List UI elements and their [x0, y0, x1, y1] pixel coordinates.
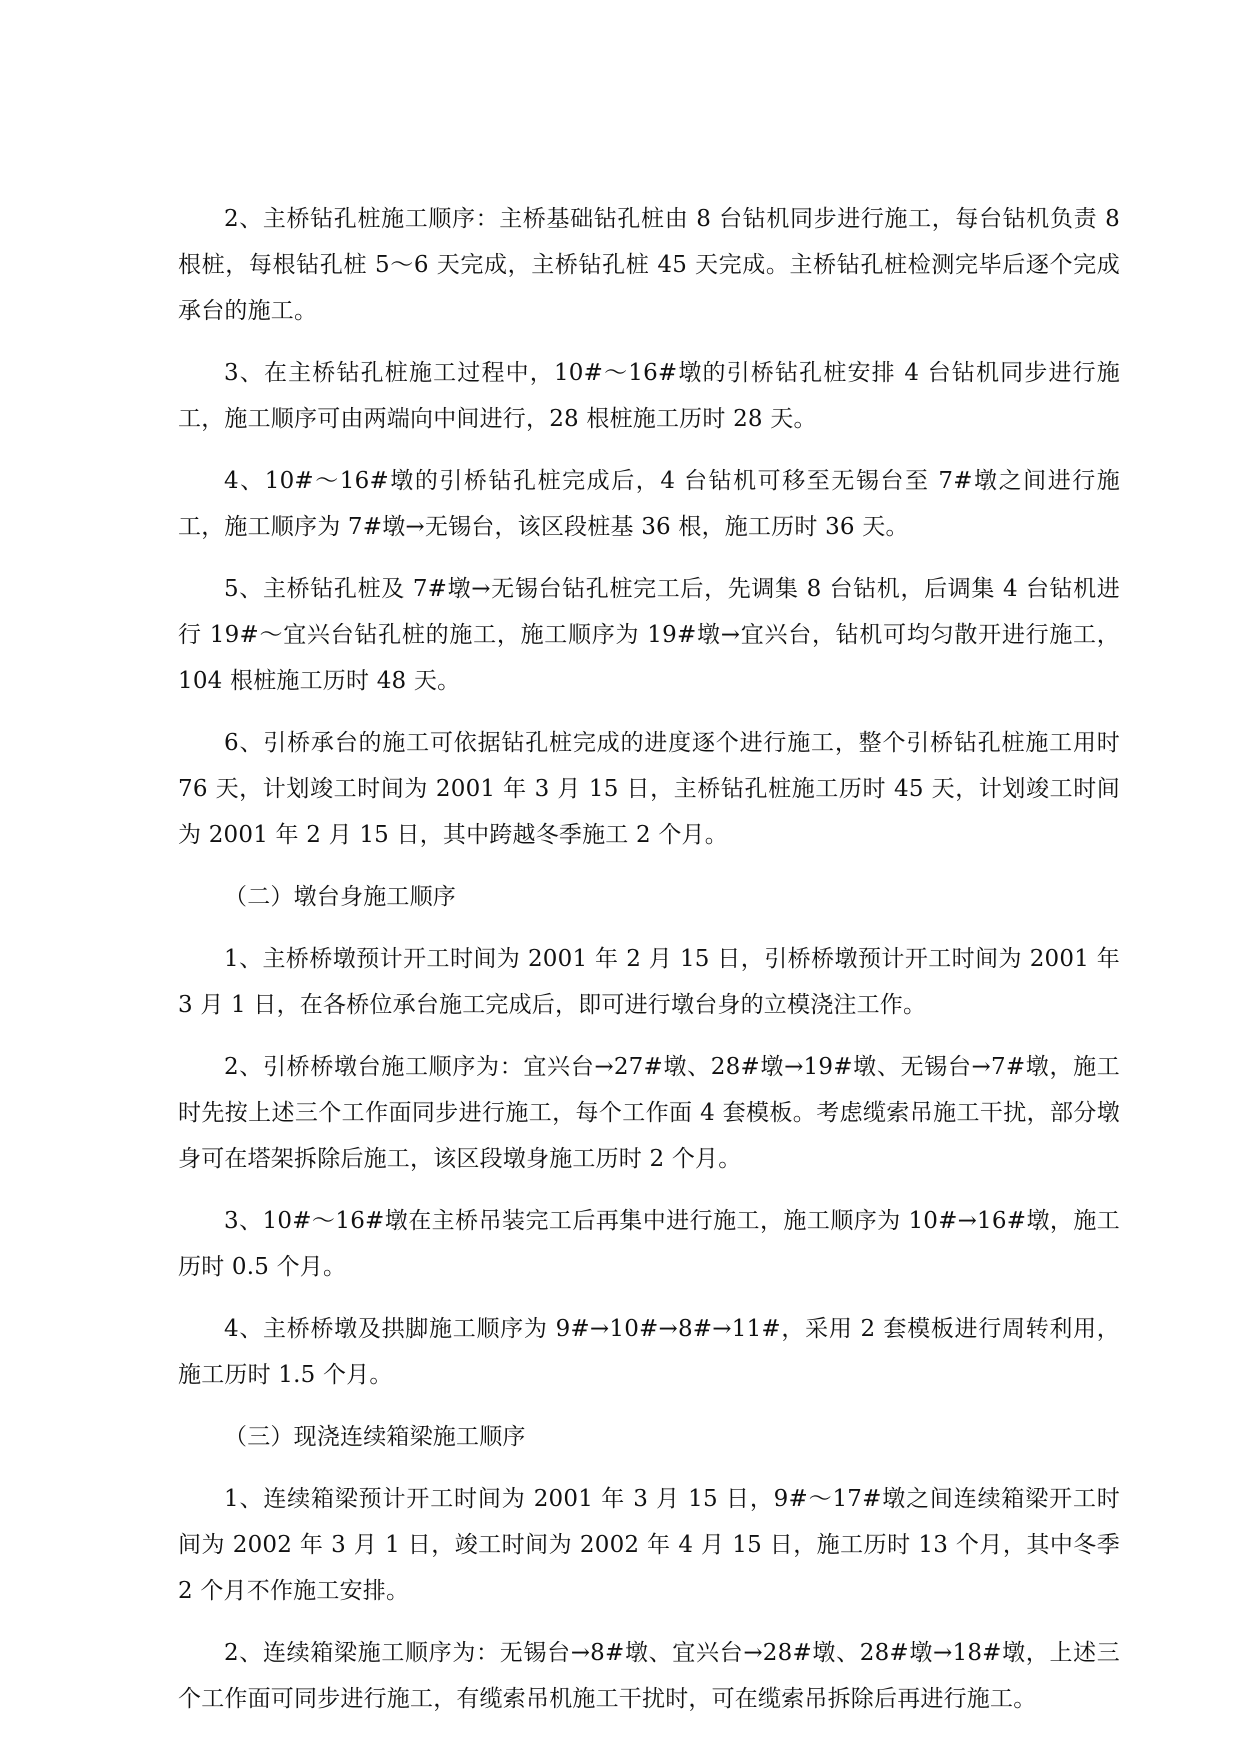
paragraph-pile-sequence-2: 2、主桥钻孔桩施工顺序：主桥基础钻孔桩由 8 台钻机同步进行施工，每台钻机负责 8 根桩，每根钻孔桩 5～6 天完成，主桥钻孔桩 45 天完成。主桥钻孔桩检测完毕后逐个完成承台的施工。	[178, 206, 1120, 324]
paragraph-pier-sequence-2: 2、引桥桥墩台施工顺序为：宜兴台→27#墩、28#墩→19#墩、无锡台→7#墩，施工时先按上述三个工作面同步进行施工，每个工作面 4 套模板。考虑缆索吊施工干扰，部分墩身可在塔架拆除后施工，该区段墩身施工历时 2 个月。	[178, 1054, 1120, 1172]
paragraph-pile-sequence-3: 3、在主桥钻孔桩施工过程中，10#～16#墩的引桥钻孔桩安排 4 台钻机同步进行施工，施工顺序可由两端向中间进行，28 根桩施工历时 28 天。	[178, 360, 1120, 432]
paragraph-pier-sequence-3: 3、10#～16#墩在主桥吊装完工后再集中进行施工，施工顺序为 10#→16#墩，施工历时 0.5 个月。	[178, 1208, 1120, 1280]
paragraph-pier-sequence-1: 1、主桥桥墩预计开工时间为 2001 年 2 月 15 日，引桥桥墩预计开工时间为 2001 年 3 月 1 日，在各桥位承台施工完成后，即可进行墩台身的立模浇注工作。	[178, 946, 1120, 1018]
paragraph-pile-sequence-5: 5、主桥钻孔桩及 7#墩→无锡台钻孔桩完工后，先调集 8 台钻机，后调集 4 台钻机进行 19#～宜兴台钻孔桩的施工，施工顺序为 19#墩→宜兴台，钻机可均匀散开进行施工，104 根桩施工历时 48 天。	[178, 576, 1120, 694]
paragraph-pile-sequence-6: 6、引桥承台的施工可依据钻孔桩完成的进度逐个进行施工，整个引桥钻孔桩施工用时 76 天，计划竣工时间为 2001 年 3 月 15 日，主桥钻孔桩施工历时 45 天，计划竣工时间为 2001 年 2 月 15 日，其中跨越冬季施工 2 个月。	[178, 730, 1120, 848]
section-heading-box-girder-sequence: （三）现浇连续箱梁施工顺序	[224, 1424, 526, 1450]
document-body	[178, 196, 1120, 1738]
section-heading-pier-sequence: （二）墩台身施工顺序	[224, 884, 456, 910]
paragraph-pier-sequence-4: 4、主桥桥墩及拱脚施工顺序为 9#→10#→8#→11#，采用 2 套模板进行周转利用，施工历时 1.5 个月。	[178, 1316, 1120, 1388]
paragraph-box-girder-sequence-1: 1、连续箱梁预计开工时间为 2001 年 3 月 15 日，9#～17#墩之间连续箱梁开工时间为 2002 年 3 月 1 日，竣工时间为 2002 年 4 月 15 日，施工历时 13 个月，其中冬季 2 个月不作施工安排。	[178, 1486, 1120, 1604]
paragraph-box-girder-sequence-2: 2、连续箱梁施工顺序为：无锡台→8#墩、宜兴台→28#墩、28#墩→18#墩，上述三个工作面可同步进行施工，有缆索吊机施工干扰时，可在缆索吊拆除后再进行施工。	[178, 1640, 1120, 1712]
paragraph-pile-sequence-4: 4、10#～16#墩的引桥钻孔桩完成后，4 台钻机可移至无锡台至 7#墩之间进行施工，施工顺序为 7#墩→无锡台，该区段桩基 36 根，施工历时 36 天。	[178, 468, 1120, 540]
